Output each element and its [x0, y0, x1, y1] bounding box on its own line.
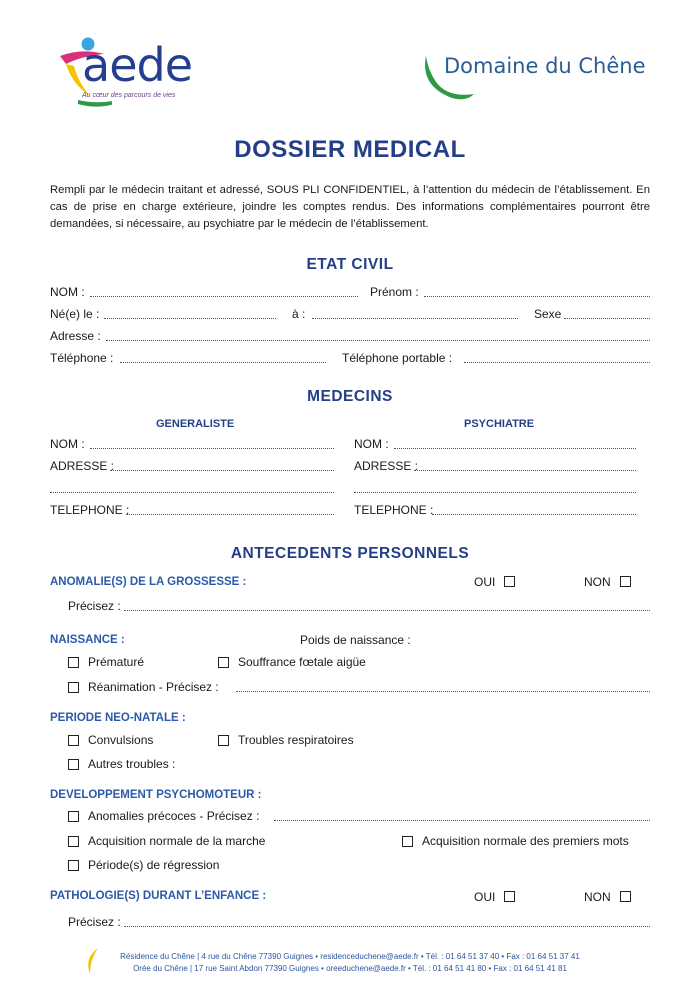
psychiatre-nom-label: NOM :	[354, 437, 389, 451]
naissance-label: NAISSANCE :	[50, 634, 125, 646]
prenom-label: Prénom :	[370, 285, 419, 299]
sexe-field[interactable]	[564, 318, 650, 319]
reanimation-checkbox[interactable]	[68, 682, 79, 693]
psychiatre-adresse-label: ADRESSE :	[354, 459, 419, 473]
marche-label: Acquisition normale de la marche	[88, 834, 266, 848]
telephone-portable-label: Téléphone portable :	[342, 351, 453, 365]
section-etat-civil-title: ETAT CIVIL	[306, 256, 394, 273]
aede-logo-tagline: Au cœur des parcours de vies	[82, 92, 176, 99]
troubles-respiratoires-label: Troubles respiratoires	[238, 733, 354, 747]
aede-logo-text: aede	[82, 38, 192, 92]
ne-le-label: Né(e) le :	[50, 307, 100, 321]
generaliste-heading: GENERALISTE	[156, 418, 235, 430]
nom-field[interactable]	[90, 296, 358, 297]
grossesse-precisez-field[interactable]	[124, 610, 650, 611]
psychiatre-adresse-field[interactable]	[414, 470, 636, 471]
footer-line-2: Orée du Chêne | 17 rue Saint Abdon 77390 Guignes • oreeduchene@aede.fr • Tél. : 01 64 51 41 80 • Fax : 01 64 51 41 81	[133, 964, 567, 973]
marche-checkbox[interactable]	[68, 836, 79, 847]
domaine-du-chene-text: Domaine du Chêne	[444, 54, 646, 78]
souffrance-foetale-checkbox[interactable]	[218, 657, 229, 668]
enfance-oui-checkbox[interactable]	[504, 891, 515, 902]
convulsions-label: Convulsions	[88, 733, 154, 747]
grossesse-non-checkbox[interactable]	[620, 576, 631, 587]
telephone-label: Téléphone :	[50, 351, 114, 365]
generaliste-nom-field[interactable]	[90, 448, 334, 449]
psychomoteur-label: DEVELOPPEMENT PSYCHOMOTEUR :	[50, 789, 262, 801]
convulsions-checkbox[interactable]	[68, 735, 79, 746]
intro-paragraph: Rempli par le médecin traitant et adressé, SOUS PLI CONFIDENTIEL, à l’attention du médecin de l’établissement. En cas de prise en charge extérieure, joindre les comptes rendus. Des informations complémentaires pourront être demandées, si nécessaire, au psychiatre par le médecin de l’établissement.	[50, 184, 650, 230]
premiers-mots-label: Acquisition normale des premiers mots	[422, 834, 629, 848]
prenom-field[interactable]	[424, 296, 650, 297]
enfance-non-checkbox[interactable]	[620, 891, 631, 902]
enfance-oui-label: OUI	[474, 890, 496, 904]
souffrance-foetale-label: Souffrance fœtale aigüe	[238, 655, 366, 669]
enfance-precisez-field[interactable]	[124, 926, 650, 927]
psychiatre-nom-field[interactable]	[394, 448, 636, 449]
footer-line-1: Résidence du Chêne | 4 rue du Chêne 77390 Guignes • residenceduchene@aede.fr • Tél. : 01 64 51 37 40 • Fax : 01 64 51 37 41	[120, 952, 580, 961]
document-title: DOSSIER MEDICAL	[234, 136, 466, 163]
telephone-field[interactable]	[120, 362, 326, 363]
aede-logo	[52, 34, 222, 112]
sexe-label: Sexe	[534, 307, 562, 321]
enfance-precisez-label: Précisez :	[68, 915, 121, 929]
anomalies-precoces-field[interactable]	[274, 820, 650, 821]
psychiatre-telephone-label: TELEPHONE :	[354, 503, 434, 517]
generaliste-telephone-field[interactable]	[126, 514, 334, 515]
generaliste-adresse-label: ADRESSE :	[50, 459, 115, 473]
lieu-naissance-label: à :	[292, 307, 306, 321]
enfance-non-label: NON	[584, 890, 611, 904]
date-naissance-field[interactable]	[104, 318, 276, 319]
anomalies-precoces-checkbox[interactable]	[68, 811, 79, 822]
neonatale-label: PERIODE NEO-NATALE :	[50, 712, 186, 724]
autres-troubles-label: Autres troubles :	[88, 757, 176, 771]
generaliste-nom-label: NOM :	[50, 437, 85, 451]
premature-checkbox[interactable]	[68, 657, 79, 668]
generaliste-adresse-field[interactable]	[110, 470, 334, 471]
reanimation-precisez-field[interactable]	[236, 691, 650, 692]
grossesse-oui-label: OUI	[474, 575, 496, 589]
reanimation-label: Réanimation - Précisez :	[88, 680, 219, 694]
psychiatre-telephone-field[interactable]	[432, 514, 636, 515]
enfance-label: PATHOLOGIE(S) DURANT L’ENFANCE :	[50, 890, 267, 902]
grossesse-oui-checkbox[interactable]	[504, 576, 515, 587]
poids-naissance-label: Poids de naissance :	[300, 633, 411, 647]
regression-label: Période(s) de régression	[88, 858, 220, 872]
lieu-naissance-field[interactable]	[312, 318, 518, 319]
anomalies-precoces-label: Anomalies précoces - Précisez :	[88, 809, 260, 823]
psychiatre-heading: PSYCHIATRE	[464, 418, 535, 430]
psychiatre-adresse-line2[interactable]	[354, 492, 636, 493]
adresse-field[interactable]	[106, 340, 650, 341]
troubles-respiratoires-checkbox[interactable]	[218, 735, 229, 746]
domaine-du-chene-logo	[418, 52, 658, 104]
adresse-label: Adresse :	[50, 329, 101, 343]
section-medecins-title: MEDECINS	[307, 388, 393, 405]
section-antecedents-title: ANTECEDENTS PERSONNELS	[230, 545, 470, 562]
grossesse-non-label: NON	[584, 575, 611, 589]
generaliste-telephone-label: TELEPHONE :	[50, 503, 130, 517]
telephone-portable-field[interactable]	[464, 362, 650, 363]
grossesse-label: ANOMALIE(S) DE LA GROSSESSE :	[50, 576, 247, 588]
nom-label: NOM :	[50, 285, 85, 299]
autres-troubles-checkbox[interactable]	[68, 759, 79, 770]
generaliste-adresse-line2[interactable]	[50, 492, 334, 493]
regression-checkbox[interactable]	[68, 860, 79, 871]
premature-label: Prématuré	[88, 655, 145, 669]
premiers-mots-checkbox[interactable]	[402, 836, 413, 847]
grossesse-precisez-label: Précisez :	[68, 599, 121, 613]
